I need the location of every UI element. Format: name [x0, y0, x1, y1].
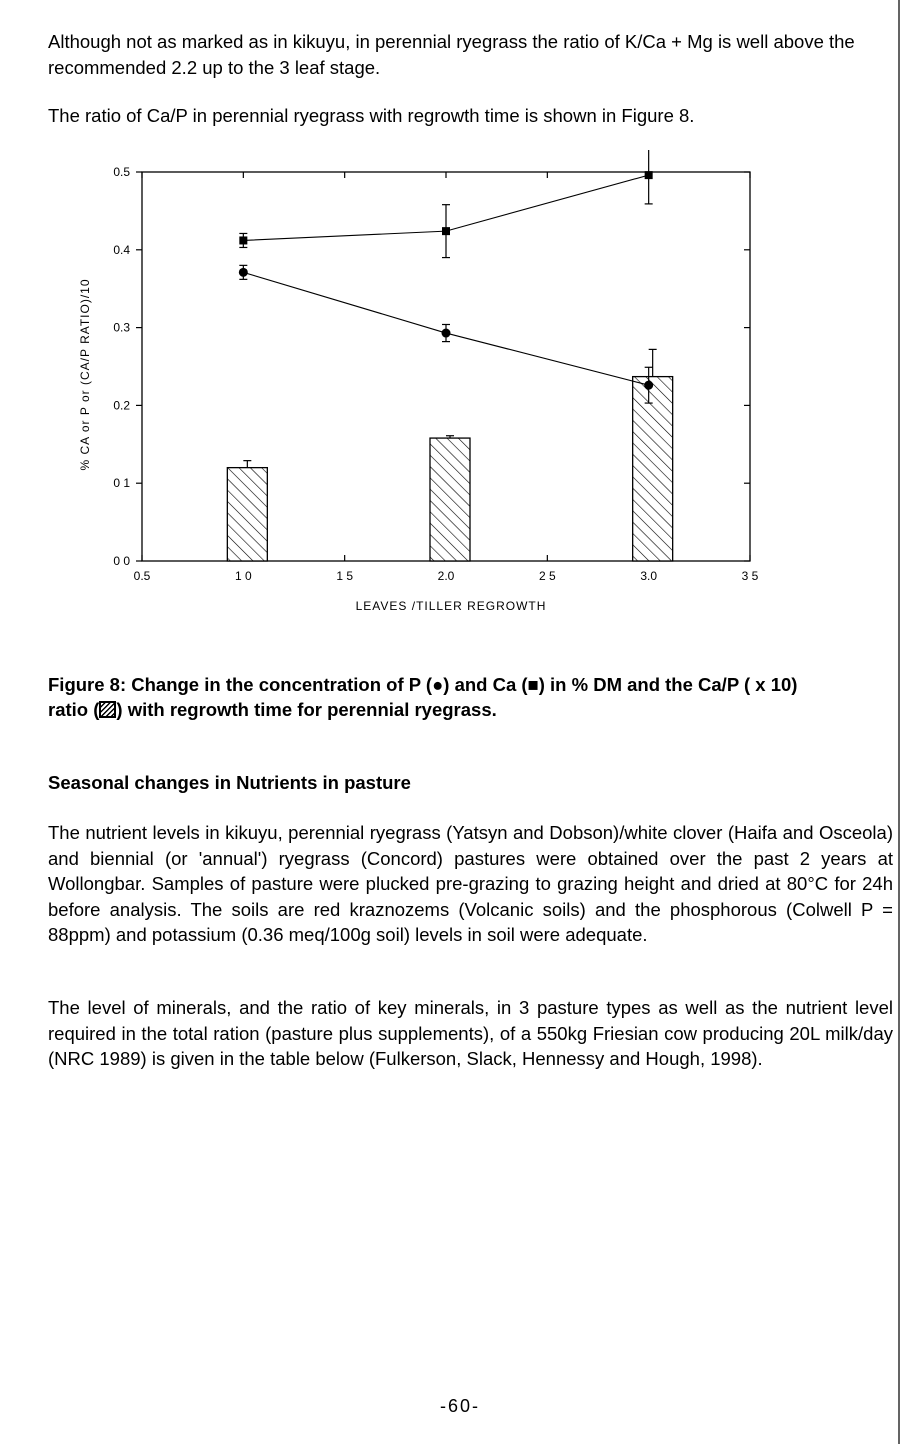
paragraph-figure-8-intro: The ratio of Ca/P in perennial ryegrass with regrowth time is shown in Figure 8. — [48, 105, 695, 126]
p-point-marker — [442, 329, 451, 338]
figure-8-chart — [0, 150, 900, 630]
caption-text-2: ) and Ca ( — [443, 674, 528, 695]
ratio-bar — [430, 438, 470, 561]
y-tick-label: 0 0 — [113, 554, 130, 568]
x-tick-label: 2.0 — [437, 569, 455, 583]
section-heading: Seasonal changes in Nutrients in pasture — [48, 772, 411, 793]
caption-text-3: ) in % DM and the Ca/P ( x 10) — [538, 674, 798, 695]
x-tick-label: 3 5 — [741, 569, 759, 583]
page-number: -60- — [440, 1396, 481, 1416]
x-axis-label: LEAVES /TILLER REGROWTH — [355, 599, 547, 613]
x-tick-label: 1 0 — [234, 569, 252, 583]
ca-point-marker — [239, 236, 247, 244]
figure-8-caption — [48, 672, 898, 722]
ca-point-marker — [645, 171, 653, 179]
paragraph-nutrient-levels: The nutrient levels in kikuyu, perennial ryegrass (Yatsyn and Dobson)/white clover (Haifa and Osceola) and biennial (or 'annual') ryegrass (Concord) pastures were obtained over the past 2 years at Wollongbar. Samples of pasture were plucked pre-grazing to grazing height and dried at 80°C for 24h before analysis. The soils are red kraznozems (Volcanic soils) and the phosphorous (Colwell P = 88ppm) and potassium (0.36 meq/100g soil) levels in soil were adequate. — [48, 822, 893, 945]
x-tick-label: 1 5 — [336, 569, 354, 583]
p-marker-symbol: ● — [432, 674, 444, 695]
y-tick-label: 0.5 — [113, 165, 130, 179]
caption-text-1: Figure 8: Change in the concentration of P ( — [48, 674, 433, 695]
paragraph-ratio-k-ca-mg: Although not as marked as in kikuyu, in perennial ryegrass the ratio of K/Ca + Mg is well above the recommended 2.2 up to the 3 leaf stage. — [48, 31, 855, 78]
x-tick-label: 3.0 — [640, 569, 658, 583]
hatched-bar-icon — [99, 701, 116, 718]
p-point-marker — [644, 381, 653, 390]
y-axis-label: % CA or P or (CA/P RATIO)/10 — [78, 278, 92, 471]
caption-text-4: ratio ( — [48, 699, 100, 720]
y-tick-label: 0 1 — [113, 476, 130, 491]
ca-marker-symbol: ■ — [527, 674, 539, 695]
y-tick-label: 0.3 — [113, 320, 130, 335]
paragraph-mineral-levels: The level of minerals, and the ratio of key minerals, in 3 pasture types as well as the nutrient level required in the total ration (pasture plus supplements), of a 550kg Friesian cow producing 20L milk/day (NRC 1989) is given in the table below (Fulkerson, Slack, Hennessy and Hough, 1998). — [48, 997, 893, 1069]
ratio-bar — [633, 377, 673, 561]
caption-text-5: ) with regrowth time for perennial ryegrass. — [116, 699, 497, 720]
ca-point-marker — [442, 227, 450, 235]
p-point-marker — [239, 268, 248, 277]
x-tick-label: 2 5 — [538, 569, 556, 583]
ratio-bar — [227, 468, 267, 561]
y-tick-label: 0.2 — [113, 398, 130, 413]
y-tick-label: 0.4 — [113, 242, 130, 257]
x-tick-label: 0.5 — [133, 569, 151, 583]
